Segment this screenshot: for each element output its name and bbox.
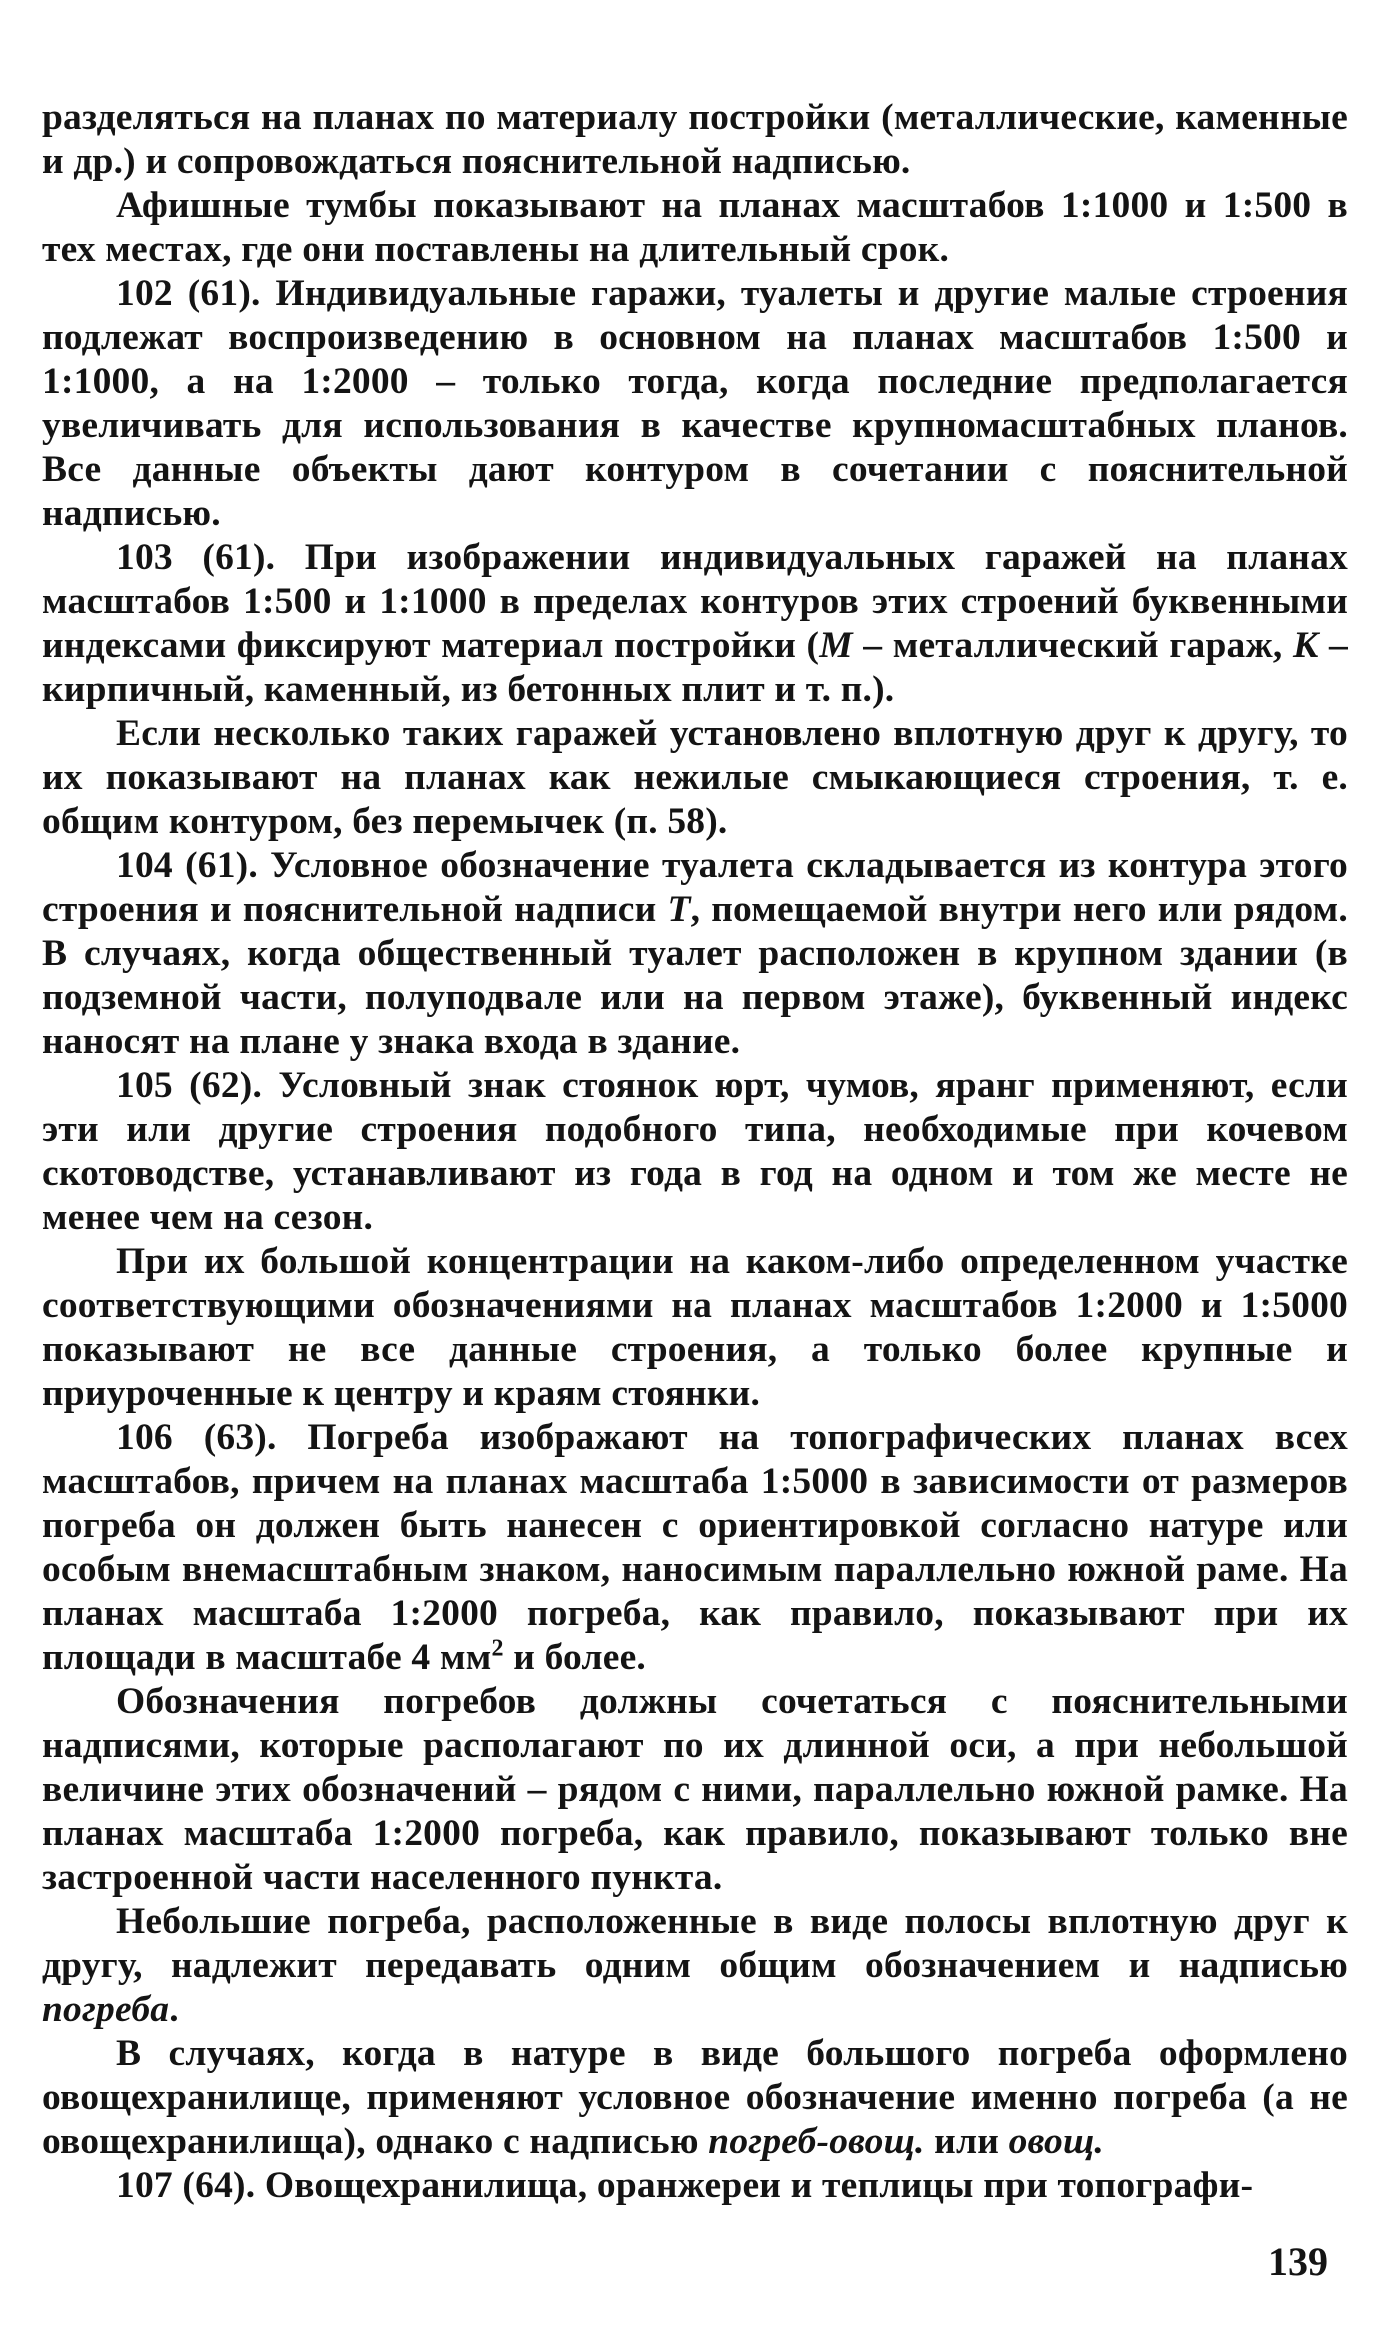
paragraph bbox=[42, 184, 1348, 272]
paragraph-text: 103 (61). При изображении индивидуальных гаражей на планах масштабов 1:500 и 1:1000 в пределах контуров этих строений буквенными индексами фиксируют материал постройки ( bbox=[42, 537, 1348, 666]
paragraph bbox=[42, 712, 1348, 844]
paragraph-text: или bbox=[924, 2121, 1009, 2162]
paragraph bbox=[42, 2164, 1348, 2208]
italic-text: погреб-овощ. bbox=[708, 2121, 925, 2162]
page-body bbox=[42, 96, 1348, 2208]
paragraph-text: 107 (64). Овощехранилища, оранжереи и теплицы при топографи- bbox=[116, 2165, 1254, 2206]
page-number: 139 bbox=[1268, 2239, 1328, 2284]
paragraph bbox=[42, 96, 1348, 184]
paragraph-text: . bbox=[169, 1989, 179, 2030]
italic-text: М bbox=[819, 625, 853, 666]
paragraph-text: – кирпичный, каменный, из бетонных плит и т. п.). bbox=[42, 625, 1348, 710]
superscript-text: 2 bbox=[491, 1635, 504, 1662]
paragraph bbox=[42, 1416, 1348, 1680]
paragraph-text: При их большой концентрации на каком-либо определенном участке соответствующими обозначениями на планах масштабов 1:2000 и 1:5000 показывают не все данные строения, а только более крупные и приуроченные к центру и краям стоянки. bbox=[42, 1241, 1348, 1414]
paragraph-text: В случаях, когда в натуре в виде большого погреба оформлено овощехранилище, применяют условное обозначение именно погреба (а не овощехранилища), однако с надписью bbox=[42, 2033, 1348, 2162]
paragraph-text: Если несколько таких гаражей установлено вплотную друг к другу, то их показывают на планах как нежилые смыкающиеся строения, т. е. общим контуром, без перемычек (п. 58). bbox=[42, 713, 1348, 842]
paragraph-text: 104 (61). Условное обозначение туалета складывается из контура этого строения и пояснительной надписи bbox=[42, 845, 1348, 930]
paragraph bbox=[42, 1064, 1348, 1240]
paragraph-text: Небольшие погреба, расположенные в виде полосы вплотную друг к другу, надлежит передавать одним общим обозначением и надписью bbox=[42, 1901, 1348, 1986]
paragraph-text: Обозначения погребов должны сочетаться с пояснительными надписями, которые располагают по их длинной оси, а при небольшой величине этих обозначений – рядом с ними, параллельно южной рамке. На планах масштаба 1:2000 погреба, как правило, показывают только вне застроенной части населенного пункта. bbox=[42, 1681, 1348, 1898]
italic-text: овощ. bbox=[1008, 2121, 1104, 2162]
paragraph bbox=[42, 1900, 1348, 2032]
paragraph bbox=[42, 2032, 1348, 2164]
paragraph-text: и более. bbox=[503, 1637, 647, 1678]
paragraph-text: – металлический гараж, bbox=[852, 625, 1293, 666]
paragraph bbox=[42, 272, 1348, 536]
paragraph-text: 106 (63). Погреба изображают на топографических планах всех масштабов, причем на планах масштаба 1:5000 в зависимости от размеров погреба он должен быть нанесен с ориентировкой согласно натуре или особым внемасштабным знаком, наносимым параллельно южной раме. На планах масштаба 1:2000 погреба, как правило, показывают при их площади в масштабе 4 мм bbox=[42, 1417, 1348, 1678]
paragraph-text: 102 (61). Индивидуальные гаражи, туалеты и другие малые строения подлежат воспроизведению в основном на планах масштабов 1:500 и 1:1000, а на 1:2000 – только тогда, когда последние предполагается увеличивать для использования в качестве крупномасштабных планов. Все данные объекты дают контуром в сочетании с пояснительной надписью. bbox=[42, 273, 1348, 534]
italic-text: Т bbox=[667, 889, 691, 930]
paragraph-text: разделяться на планах по материалу постройки (металлические, каменные и др.) и сопровождаться пояснительной надписью. bbox=[42, 97, 1348, 182]
italic-text: К bbox=[1292, 625, 1319, 666]
paragraph bbox=[42, 1240, 1348, 1416]
paragraph-text: 105 (62). Условный знак стоянок юрт, чумов, яранг применяют, если эти или другие строения подобного типа, необходимые при кочевом скотоводстве, устанавливают из года в год на одном и том же месте не менее чем на сезон. bbox=[42, 1065, 1348, 1238]
paragraph bbox=[42, 536, 1348, 712]
paragraph bbox=[42, 844, 1348, 1064]
paragraph bbox=[42, 1680, 1348, 1900]
paragraph-text: Афишные тумбы показывают на планах масштабов 1:1000 и 1:500 в тех местах, где они поставлены на длительный срок. bbox=[42, 185, 1348, 270]
paragraph-text: , помещаемой внутри него или рядом. В случаях, когда общественный туалет расположен в крупном здании (в подземной части, полуподвале или на первом этаже), буквенный индекс наносят на плане у знака входа в здание. bbox=[42, 889, 1348, 1062]
italic-text: погреба bbox=[42, 1989, 170, 2030]
